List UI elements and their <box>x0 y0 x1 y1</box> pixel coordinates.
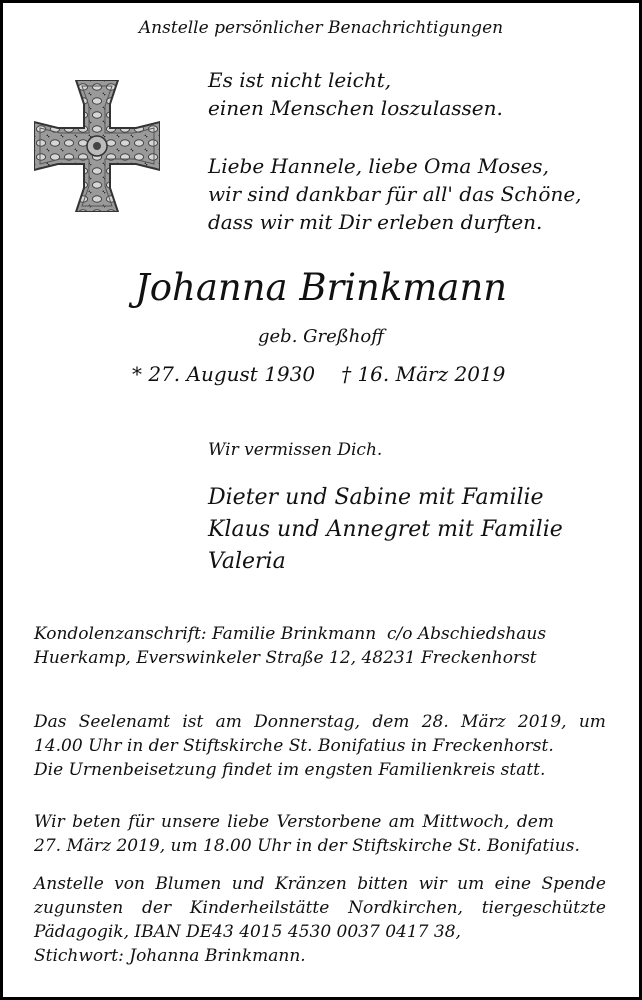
family-signatures <box>208 482 563 578</box>
word: Blumen <box>155 874 222 894</box>
word: Seelenamt <box>78 712 171 732</box>
word: zugunsten <box>34 898 124 918</box>
requiem-line-2: 14.00 Uhr in der Stiftskirche St. Bonifatius in Freckenhorst. <box>34 736 554 756</box>
cross-icon <box>34 80 160 212</box>
verse-line: einen Menschen loszulassen. <box>208 96 503 120</box>
missing-text: Wir vermissen Dich. <box>208 440 383 460</box>
family-line: Dieter und Sabine mit Familie <box>208 485 544 510</box>
word: bitten <box>357 874 409 894</box>
word: der <box>142 898 172 918</box>
requiem-line-1 <box>34 710 606 734</box>
donation-line-3: Pädagogik, IBAN DE43 4015 4530 0037 0417 38, <box>34 922 461 942</box>
prayer-paragraph <box>34 810 580 858</box>
word: beten <box>72 812 121 832</box>
donation-line-2 <box>34 896 606 920</box>
family-line: Valeria <box>208 549 286 574</box>
word: am <box>215 712 242 732</box>
word: unsere <box>161 812 220 832</box>
word: ist <box>182 712 204 732</box>
word: 2019, <box>517 712 567 732</box>
word: Donnerstag, <box>254 712 361 732</box>
birth-date: * 27. August 1930 <box>132 362 316 386</box>
word: Spende <box>541 874 606 894</box>
word: dem <box>372 712 410 732</box>
life-dates <box>132 362 505 386</box>
deceased-name: Johanna Brinkmann <box>134 266 508 309</box>
requiem-paragraph <box>34 710 606 782</box>
condolence-address <box>34 622 546 670</box>
word: dem <box>516 812 554 832</box>
word: am <box>388 812 415 832</box>
condolence-line: Kondolenzanschrift: Familie Brinkmann c/o Abschiedshaus <box>34 624 547 644</box>
word: um <box>457 874 485 894</box>
death-date: † 16. März 2019 <box>341 362 506 386</box>
word: 28. <box>421 712 449 732</box>
prayer-line-1 <box>34 810 554 834</box>
condolence-line: Huerkamp, Everswinkeler Straße 12, 48231 Freckenhorst <box>34 648 537 668</box>
verse-line: Liebe Hannele, liebe Oma Moses, <box>208 154 549 178</box>
prayer-line-2: 27. März 2019, um 18.00 Uhr in der Stiftskirche St. Bonifatius. <box>34 836 580 856</box>
verse-second <box>208 152 582 236</box>
word: Das <box>34 712 67 732</box>
word: eine <box>494 874 532 894</box>
donation-line-1 <box>34 872 606 896</box>
word: Nordkirchen, <box>348 898 463 918</box>
word: Verstorbene <box>276 812 382 832</box>
word: um <box>578 712 606 732</box>
word: für <box>128 812 154 832</box>
intro-line: Anstelle persönlicher Benachrichtigungen <box>138 18 504 38</box>
word: März <box>461 712 506 732</box>
verse-first <box>208 66 503 122</box>
donation-paragraph <box>34 872 606 968</box>
verse-line: Es ist nicht leicht, <box>208 68 392 92</box>
donation-line-4: Stichwort: Johanna Brinkmann. <box>34 946 306 966</box>
word: tiergeschützte <box>481 898 606 918</box>
word: Wir <box>34 812 65 832</box>
word: liebe <box>227 812 270 832</box>
word: Kränzen <box>274 874 347 894</box>
birth-name: geb. Greßhoff <box>258 326 384 347</box>
word: Anstelle <box>34 874 104 894</box>
word: von <box>114 874 145 894</box>
word: Kinderheilstätte <box>189 898 330 918</box>
verse-line: wir sind dankbar für all' das Schöne, <box>208 182 582 206</box>
word: Mittwoch, <box>422 812 510 832</box>
verse-line: dass wir mit Dir erleben durften. <box>208 210 543 234</box>
requiem-line-3: Die Urnenbeisetzung findet im engsten Familienkreis statt. <box>34 760 546 780</box>
word: und <box>231 874 265 894</box>
family-line: Klaus und Annegret mit Familie <box>208 517 563 542</box>
word: wir <box>418 874 447 894</box>
